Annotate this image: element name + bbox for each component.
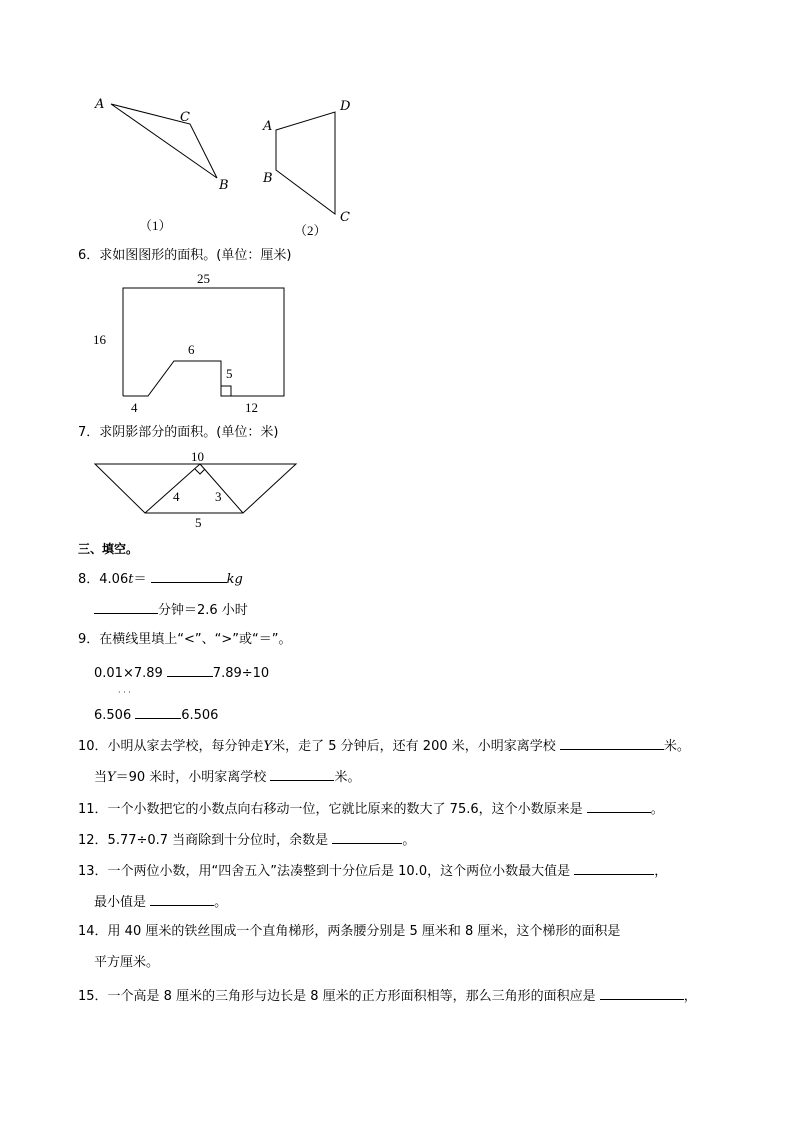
q7-label-right-leg: 3 bbox=[215, 489, 222, 504]
q13-line2-end: 。 bbox=[214, 895, 228, 910]
q10-line2-b: ＝90 米时，小明家离学校 bbox=[115, 770, 267, 785]
q13-line1-end: ， bbox=[654, 864, 668, 879]
q10-line1-a: 10．小明从家去学校，每分钟走 bbox=[78, 739, 264, 754]
section-heading: 三、填空。 bbox=[78, 542, 139, 556]
q6-label-bottom-left: 4 bbox=[131, 400, 138, 415]
q10-y2: Y bbox=[107, 770, 116, 785]
fig1-label-a: A bbox=[95, 97, 105, 112]
q7-leg-right bbox=[200, 464, 243, 513]
q9-row1 bbox=[94, 664, 269, 682]
q15 bbox=[78, 987, 697, 1005]
q11 bbox=[78, 800, 664, 818]
fig2-label-c: C bbox=[340, 210, 350, 225]
fig1-label-c: C bbox=[180, 110, 190, 125]
q9-row2 bbox=[94, 706, 218, 724]
q8-line2-suffix: 分钟＝2.6 小时 bbox=[158, 603, 248, 618]
q13-line2-text: 最小值是 bbox=[94, 895, 147, 910]
fig1-caption: （1） bbox=[139, 218, 172, 233]
q13-blank-2[interactable] bbox=[150, 893, 214, 906]
q8-line1 bbox=[78, 570, 243, 588]
q7-label-top: 10 bbox=[191, 449, 204, 464]
fig2-label-d: D bbox=[340, 99, 351, 114]
fig2-caption: （2） bbox=[294, 223, 327, 238]
q13-line2 bbox=[94, 893, 227, 911]
q7-text: 7．求阴影部分的面积。(单位：米) bbox=[78, 425, 279, 440]
q9-row2-right: 6.506 bbox=[181, 708, 219, 723]
q12-end: 。 bbox=[402, 833, 416, 848]
q13-line1 bbox=[78, 862, 667, 880]
q14-line1: 14．用 40 厘米的铁丝围成一个直角梯形，两条腰分别是 5 厘米和 8 厘米，这个梯形的面积是 bbox=[78, 924, 621, 939]
q9-blank-1[interactable] bbox=[167, 664, 213, 677]
q10-line2-end: 米。 bbox=[334, 770, 361, 785]
q8-blank-2[interactable] bbox=[94, 601, 158, 614]
q11-end: 。 bbox=[650, 802, 664, 817]
q10-line1-b: 米，走了 5 分钟后，还有 200 米，小明家离学校 bbox=[272, 739, 556, 754]
q14-line2: 平方厘米。 bbox=[94, 955, 160, 970]
q9-row1-right: 7.89÷10 bbox=[212, 666, 270, 681]
q9-row2-left: 6.506 bbox=[94, 708, 132, 723]
q10-line1 bbox=[78, 737, 690, 755]
fig1-label-b: B bbox=[219, 178, 229, 193]
q10-line2 bbox=[94, 768, 360, 786]
q10-blank-1[interactable] bbox=[560, 737, 664, 750]
q10-line2-a: 当 bbox=[94, 770, 108, 785]
q8-eq: ＝ bbox=[133, 572, 147, 587]
q8-blank-1[interactable] bbox=[151, 570, 227, 583]
q10-blank-2[interactable] bbox=[270, 768, 334, 781]
q6-text: 6．求如图图形的面积。(单位：厘米) bbox=[78, 248, 292, 263]
q6-label-notch-top: 6 bbox=[188, 342, 195, 357]
q7-trapezoid bbox=[95, 464, 296, 513]
q9-text: 9．在横线里填上“<”、“>”或“＝”。 bbox=[78, 632, 292, 647]
q7-label-bottom: 5 bbox=[195, 515, 202, 530]
q15-text: 15．一个高是 8 厘米的三角形与边长是 8 厘米的正方形面积相等，那么三角形的面积应是 bbox=[78, 989, 596, 1004]
q6-label-left: 16 bbox=[93, 332, 106, 347]
q13-text: 13．一个两位小数，用“四舍五入”法凑整到十分位后是 10.0，这个两位小数最大值是 bbox=[78, 864, 571, 879]
fig2-label-b: B bbox=[263, 171, 273, 186]
q6-label-notch-right: 5 bbox=[226, 366, 233, 381]
q12-blank[interactable] bbox=[332, 831, 402, 844]
q7-figure bbox=[0, 0, 794, 520]
q11-blank[interactable] bbox=[587, 800, 651, 813]
q9-blank-2[interactable] bbox=[135, 706, 181, 719]
fig2-label-a: A bbox=[263, 119, 273, 134]
q8-unit: kg bbox=[226, 572, 243, 587]
q7-right-angle-mark bbox=[195, 469, 205, 474]
q13-blank-1[interactable] bbox=[574, 862, 654, 875]
q10-y1: Y bbox=[263, 739, 273, 754]
q15-end: ， bbox=[683, 989, 697, 1004]
q8-line2 bbox=[94, 601, 248, 619]
q8-t: t bbox=[128, 572, 134, 587]
q11-text: 11．一个小数把它的小数点向右移动一位，它就比原来的数大了 75.6，这个小数原来是 bbox=[78, 802, 583, 817]
q9-row1-left: 0.01×7.89 bbox=[94, 666, 163, 681]
q6-label-top: 25 bbox=[197, 271, 210, 286]
q8-prefix: 8．4.06 bbox=[78, 572, 129, 587]
q9-row2-dots: · · · bbox=[118, 688, 131, 697]
q10-line1-end: 米。 bbox=[663, 739, 690, 754]
q7-label-left-leg: 4 bbox=[173, 489, 180, 504]
q12-text: 12．5.77÷0.7 当商除到十分位时，余数是 bbox=[78, 833, 329, 848]
q12 bbox=[78, 831, 415, 849]
q6-label-bottom-right: 12 bbox=[245, 400, 258, 415]
q15-blank[interactable] bbox=[600, 987, 684, 1000]
